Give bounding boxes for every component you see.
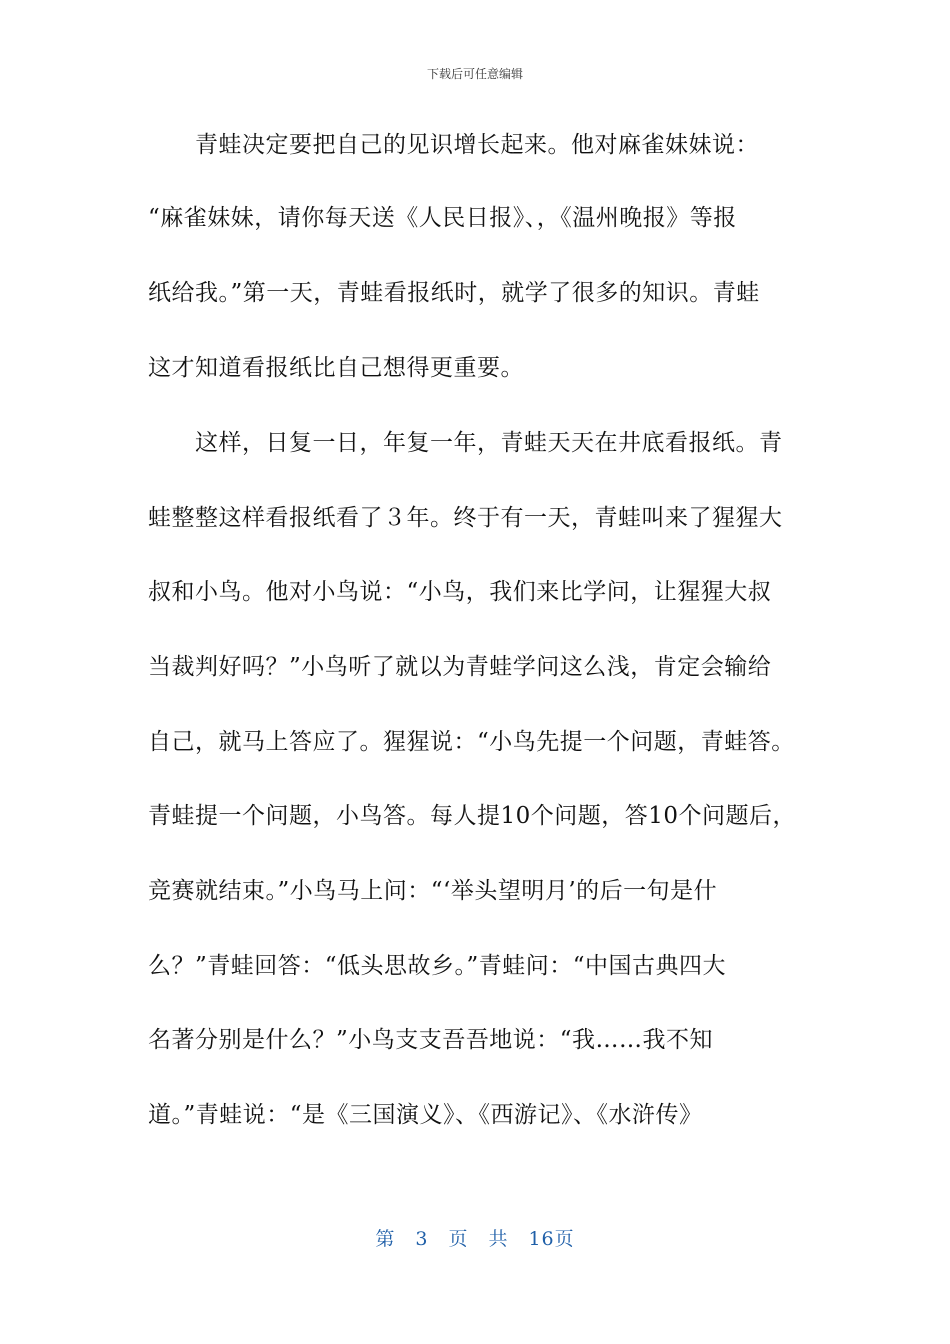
text-line: 青蛙决定要把自己的见识增长起来。他对麻雀妹妹说： [148,132,759,158]
text-line: 蛙整整这样看报纸看了３年。终于有一天，青蛙叫来了猩猩大 [148,505,783,531]
text-line: 竞赛就结束。”小鸟马上问：“‘举头望明月’的后一句是什 [148,878,718,904]
text-line: 这才知道看报纸比自己想得更重要。 [148,355,524,381]
text-line: “麻雀妹妹，请你每天送《人民日报》、，《温州晚报》等报 [148,205,737,231]
text-line: 青蛙提一个问题，小鸟答。每人提10个问题，答10个问题后， [148,803,797,829]
text-line: 么？”青蛙回答：“低头思故乡。”青蛙问：“中国古典四大 [148,953,727,979]
text-line: 纸给我。”第一天，青蛙看报纸时，就学了很多的知识。青蛙 [148,280,760,306]
text-line: 名著分别是什么？”小鸟支支吾吾地说：“我……我不知 [148,1027,714,1053]
text-line: 自己，就马上答应了。猩猩说：“小鸟先提一个问题，青蛙答。 [148,729,795,755]
text-line: 叔和小鸟。他对小鸟说：“小鸟，我们来比学问，让猩猩大叔 [148,579,772,605]
text-line: 当裁判好吗？”小鸟听了就以为青蛙学问这么浅，肯定会输给 [148,654,772,680]
text-line: 这样，日复一日，年复一年，青蛙天天在井底看报纸。青 [148,430,783,456]
page-header-note: 下载后可任意编辑 [426,67,523,81]
text-line: 道。”青蛙说：“是《三国演义》、《西游记》、《水浒传》 [148,1102,703,1128]
page-number-footer: 第 3 页 共 16页 [375,1228,575,1250]
